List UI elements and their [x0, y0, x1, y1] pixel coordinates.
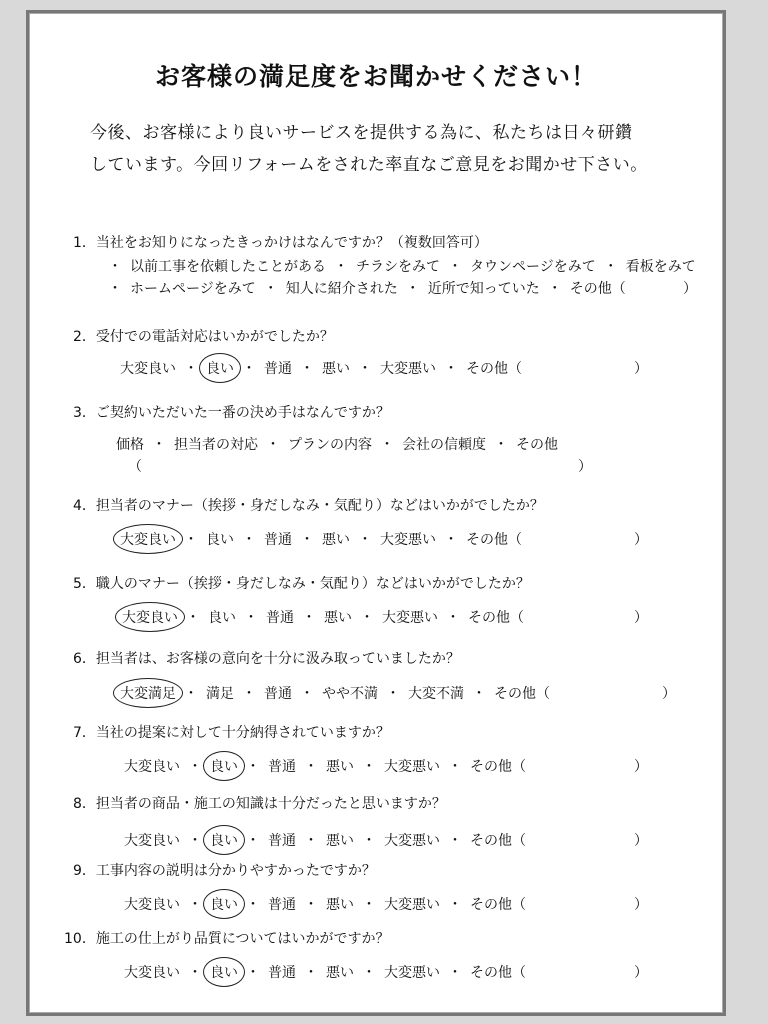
separator-dot: ・	[494, 437, 508, 453]
question-1-close-paren: ）	[683, 281, 697, 297]
separator-dot: ・	[188, 759, 202, 775]
option-6[interactable]: その他（	[470, 833, 526, 849]
option-4[interactable]: 悪い	[326, 965, 354, 981]
separator-dot: ・	[362, 759, 376, 775]
option-6[interactable]: その他（	[494, 686, 550, 702]
question-10-options	[124, 962, 526, 982]
option-1[interactable]: 以前工事を依頼したことがある	[130, 259, 326, 275]
option-4[interactable]: 悪い	[326, 897, 354, 913]
separator-dot: ・	[242, 686, 256, 702]
option-2[interactable]: 良い	[208, 610, 236, 626]
question-4-text: 4．担当者のマナー（挨拶・身だしなみ・気配り）などはいかがでしたか？	[73, 498, 544, 514]
separator-dot: ・	[302, 610, 316, 626]
option-3[interactable]: 普通	[264, 686, 292, 702]
option-5[interactable]: 大変不満	[408, 686, 464, 702]
separator-dot: ・	[188, 833, 202, 849]
separator-dot: ・	[304, 965, 318, 981]
separator-dot: ・	[448, 833, 462, 849]
option-5[interactable]: 大変悪い	[384, 759, 440, 775]
option-4[interactable]: 悪い	[326, 759, 354, 775]
separator-dot: ・	[380, 437, 394, 453]
question-10-text: 10．施工の仕上がり品質についてはいかがですか？	[64, 931, 390, 947]
separator-dot: ・	[246, 897, 260, 913]
separator-dot: ・	[362, 833, 376, 849]
option-3[interactable]: タウンページをみて	[470, 259, 596, 275]
separator-dot: ・	[358, 532, 372, 548]
option-4[interactable]: 悪い	[326, 833, 354, 849]
option-3[interactable]: 近所で知っていた	[427, 281, 540, 297]
intro-line-2: しています。今回リフォームをされた率直なご意見をお聞かせ下さい。	[90, 155, 648, 175]
question-6-options	[120, 683, 550, 703]
question-5-options	[122, 607, 524, 627]
separator-dot: ・	[304, 833, 318, 849]
option-3[interactable]: 普通	[264, 361, 292, 377]
question-6-close-paren: ）	[662, 686, 676, 702]
question-7-close-paren: ）	[634, 759, 648, 775]
option-1[interactable]: ホームページをみて	[130, 281, 256, 297]
question-1-options-line-2	[100, 278, 626, 298]
option-2[interactable]: チラシをみて	[356, 259, 440, 275]
separator-dot: ・	[184, 532, 198, 548]
option-4[interactable]: その他（	[569, 281, 626, 297]
option-2[interactable]: 満足	[206, 686, 234, 702]
option-1[interactable]: 大変良い	[124, 759, 180, 775]
option-5[interactable]: 大変悪い	[380, 532, 436, 548]
option-6[interactable]: その他（	[466, 361, 522, 377]
option-5[interactable]: 大変悪い	[384, 833, 440, 849]
question-5-text: 5．職人のマナー（挨拶・身だしなみ・気配り）などはいかがでしたか？	[73, 576, 530, 592]
option-4[interactable]: 悪い	[324, 610, 352, 626]
separator-dot: ・	[244, 610, 258, 626]
intro-line-1: 今後、お客様により良いサービスを提供する為に、私たちは日々研鑽	[90, 123, 633, 143]
question-9-text: 9．工事内容の説明は分かりやすかったですか？	[73, 863, 376, 879]
question-7-options	[124, 756, 526, 776]
page-title: お客様の満足度をお聞かせください！	[154, 62, 597, 91]
separator-dot: ・	[246, 965, 260, 981]
option-5[interactable]: 大変悪い	[380, 361, 436, 377]
separator-dot: ・	[444, 361, 458, 377]
option-2[interactable]: 良い	[210, 830, 238, 850]
separator-dot: ・	[263, 281, 278, 297]
separator-dot: ・	[358, 361, 372, 377]
separator-dot: ・	[246, 759, 260, 775]
option-6[interactable]: その他（	[470, 897, 526, 913]
option-2[interactable]: 担当者の対応	[174, 437, 258, 453]
option-4[interactable]: 看板をみて	[625, 259, 696, 275]
option-4[interactable]: 悪い	[322, 361, 350, 377]
separator-dot: ・	[184, 686, 198, 702]
separator-dot: ・	[300, 361, 314, 377]
separator-dot: ・	[446, 610, 460, 626]
separator-dot: ・	[188, 965, 202, 981]
separator-dot: ・	[304, 759, 318, 775]
question-2-options	[120, 358, 522, 378]
separator-dot: ・	[304, 897, 318, 913]
separator-dot: ・	[300, 532, 314, 548]
question-9-options	[124, 894, 526, 914]
option-4[interactable]: やや不満	[322, 686, 378, 702]
question-10-close-paren: ）	[634, 965, 648, 981]
question-6-text: 6．担当者は、お客様の意向を十分に汲み取っていましたか？	[73, 651, 460, 667]
option-2[interactable]: 良い	[210, 756, 238, 776]
option-5[interactable]: その他	[516, 437, 558, 453]
option-1[interactable]: 価格	[116, 437, 144, 453]
question-3-close-paren: ）	[578, 459, 592, 475]
option-4[interactable]: 会社の信頼度	[402, 437, 486, 453]
option-1[interactable]: 大変良い	[120, 361, 176, 377]
separator-dot: ・	[386, 686, 400, 702]
question-9-close-paren: ）	[634, 897, 648, 913]
question-8-options	[124, 830, 526, 850]
question-2-text: 2．受付での電話対応はいかがでしたか？	[73, 329, 334, 345]
separator-dot: ・	[362, 897, 376, 913]
option-2[interactable]: 良い	[206, 532, 234, 548]
separator-dot: ・	[300, 686, 314, 702]
question-8-text: 8．担当者の商品・施工の知識は十分だったと思いますか？	[73, 796, 446, 812]
option-6[interactable]: その他（	[468, 610, 524, 626]
option-2[interactable]: 良い	[206, 358, 234, 378]
option-2[interactable]: 良い	[210, 894, 238, 914]
question-3-text: 3．ご契約いただいた一番の決め手はなんですか？	[73, 405, 390, 421]
separator-dot: ・	[246, 833, 260, 849]
option-6[interactable]: その他（	[470, 965, 526, 981]
separator-dot: ・	[448, 965, 462, 981]
option-3[interactable]: 普通	[268, 759, 296, 775]
option-1[interactable]: 大変良い	[124, 833, 180, 849]
separator-dot: ・	[266, 437, 280, 453]
question-1-options-line-1	[100, 256, 696, 276]
option-3[interactable]: 普通	[264, 532, 292, 548]
separator-dot: ・	[448, 759, 462, 775]
question-3-options	[116, 434, 558, 454]
question-3-open-paren: （	[128, 459, 142, 475]
option-5[interactable]: 大変悪い	[384, 965, 440, 981]
separator-dot: ・	[360, 610, 374, 626]
option-3[interactable]: プランの内容	[288, 437, 372, 453]
separator-dot: ・	[152, 437, 166, 453]
option-1[interactable]: 大変良い	[122, 607, 178, 627]
separator-dot: ・	[186, 610, 200, 626]
separator-dot: ・	[108, 281, 122, 297]
option-3[interactable]: 普通	[268, 833, 296, 849]
separator-dot: ・	[603, 259, 618, 275]
option-3[interactable]: 普通	[266, 610, 294, 626]
separator-dot: ・	[444, 532, 458, 548]
separator-dot: ・	[334, 259, 348, 275]
option-3[interactable]: 普通	[268, 965, 296, 981]
question-1-text: 1．当社をお知りになったきっかけはなんですか？（複数回答可）	[73, 235, 488, 251]
separator-dot: ・	[184, 361, 198, 377]
separator-dot: ・	[362, 965, 376, 981]
separator-dot: ・	[242, 361, 256, 377]
separator-dot: ・	[242, 532, 256, 548]
option-5[interactable]: 大変悪い	[382, 610, 438, 626]
option-2[interactable]: 知人に紹介された	[285, 281, 398, 297]
question-8-close-paren: ）	[634, 833, 648, 849]
separator-dot: ・	[547, 281, 562, 297]
separator-dot: ・	[405, 281, 420, 297]
question-4-options	[120, 529, 522, 549]
option-6[interactable]: その他（	[470, 759, 526, 775]
option-4[interactable]: 悪い	[322, 532, 350, 548]
separator-dot: ・	[448, 897, 462, 913]
separator-dot: ・	[448, 259, 462, 275]
option-1[interactable]: 大変満足	[120, 683, 176, 703]
option-1[interactable]: 大変良い	[120, 529, 176, 549]
option-1[interactable]: 大変良い	[124, 965, 180, 981]
separator-dot: ・	[108, 259, 122, 275]
question-7-text: 7．当社の提案に対して十分納得されていますか？	[73, 725, 390, 741]
option-5[interactable]: 大変悪い	[384, 897, 440, 913]
question-4-close-paren: ）	[634, 532, 648, 548]
option-6[interactable]: その他（	[466, 532, 522, 548]
question-5-close-paren: ）	[634, 610, 648, 626]
question-2-close-paren: ）	[634, 361, 648, 377]
option-3[interactable]: 普通	[268, 897, 296, 913]
separator-dot: ・	[188, 897, 202, 913]
separator-dot: ・	[472, 686, 486, 702]
option-2[interactable]: 良い	[210, 962, 238, 982]
option-1[interactable]: 大変良い	[124, 897, 180, 913]
